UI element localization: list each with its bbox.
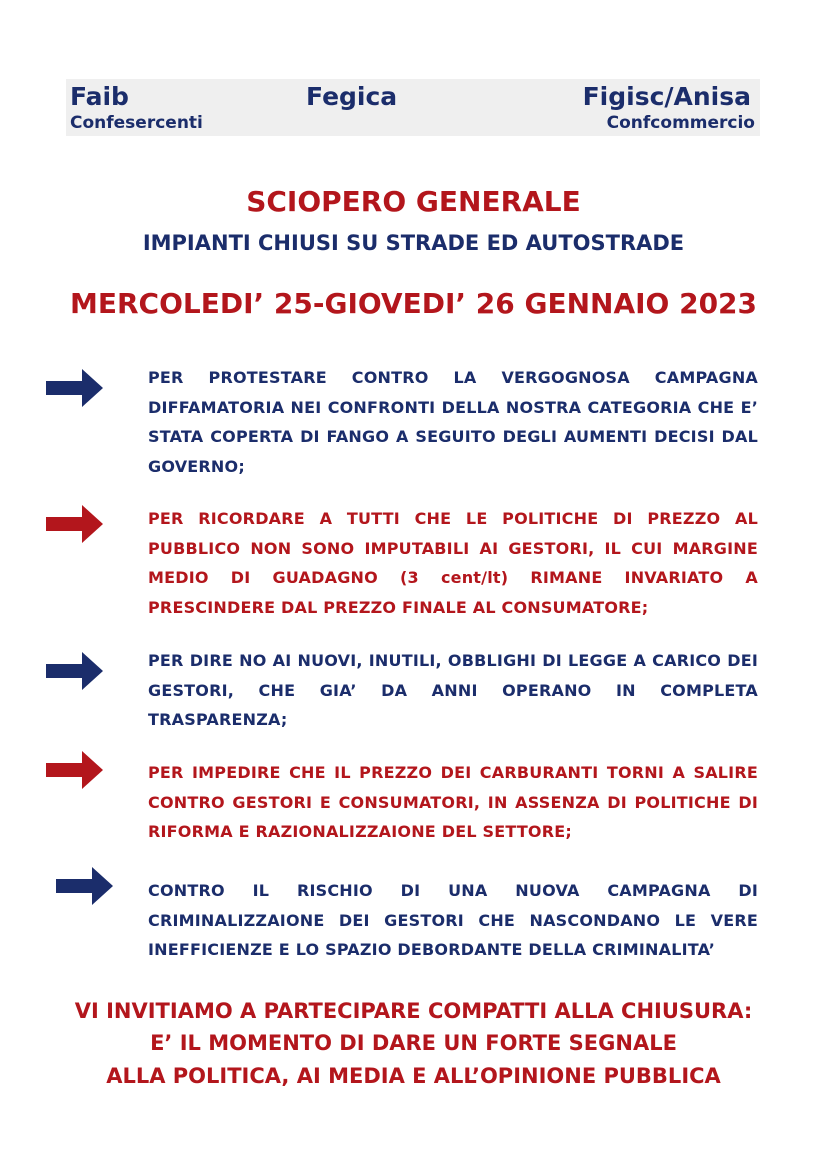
closing-line-3: ALLA POLITICA, AI MEDIA E ALL’OPINIONE PUBBLICA — [106, 1064, 721, 1088]
closing-line-2: E’ IL MOMENTO DI DARE UN FORTE SEGNALE — [150, 1031, 677, 1055]
arrow-right-icon — [46, 369, 103, 407]
arrow-right-icon — [46, 652, 103, 690]
org-confcommercio: Confcommercio — [606, 113, 755, 133]
org-figisc-anisa: Figisc/Anisa — [582, 82, 751, 111]
org-faib: Faib — [70, 82, 129, 111]
strike-title: SCIOPERO GENERALE — [246, 185, 581, 218]
strike-subtitle: IMPIANTI CHIUSI SU STRADE ED AUTOSTRADE — [142, 231, 685, 255]
point-protest: PER PROTESTARE CONTRO LA VERGOGNOSA CAMPAGNA DIFFAMATORIA NEI CONFRONTI DELLA NOSTRA CATEGORIA CHE E’ STATA COPERTA DI FANGO A SEGUITO DEGLI AUMENTI DECISI DAL GOVERNO; — [148, 368, 758, 476]
arrow-right-icon — [46, 505, 103, 543]
point-fuel-prices: PER IMPEDIRE CHE IL PREZZO DEI CARBURANTI TORNI A SALIRE CONTRO GESTORI E CONSUMATORI, IN ASSENZA DI POLITICHE DI RIFORMA E RAZIONALIZZAIONE DEL SETTORE; — [148, 763, 758, 841]
point-obligations: PER DIRE NO AI NUOVI, INUTILI, OBBLIGHI DI LEGGE A CARICO DEI GESTORI, CHE GIA’ DA ANNI OPERANO IN COMPLETA TRASPARENZA; — [148, 651, 758, 729]
point-pricing: PER RICORDARE A TUTTI CHE LE POLITICHE DI PREZZO AL PUBBLICO NON SONO IMPUTABILI AI GESTORI, IL CUI MARGINE MEDIO DI GUADAGNO (3 cent/lt) RIMANE INVARIATO A PRESCINDERE DAL PREZZO FINALE AL CONSUMATORE; — [148, 509, 758, 617]
arrow-right-icon — [46, 751, 103, 789]
point-criminalization: CONTRO IL RISCHIO DI UNA NUOVA CAMPAGNA DI CRIMINALIZZAIONE DEI GESTORI CHE NASCONDANO LE VERE INEFFICIENZE E LO SPAZIO DEBORDANTE DELLA CRIMINALITA’ — [148, 881, 758, 959]
closing-line-1: VI INVITIAMO A PARTECIPARE COMPATTI ALLA CHIUSURA: — [74, 999, 753, 1023]
org-fegica: Fegica — [306, 82, 398, 111]
org-confesercenti: Confesercenti — [70, 113, 203, 133]
arrow-right-icon — [56, 867, 113, 905]
strike-dates: MERCOLEDI’ 25-GIOVEDI’ 26 GENNAIO 2023 — [69, 287, 758, 320]
